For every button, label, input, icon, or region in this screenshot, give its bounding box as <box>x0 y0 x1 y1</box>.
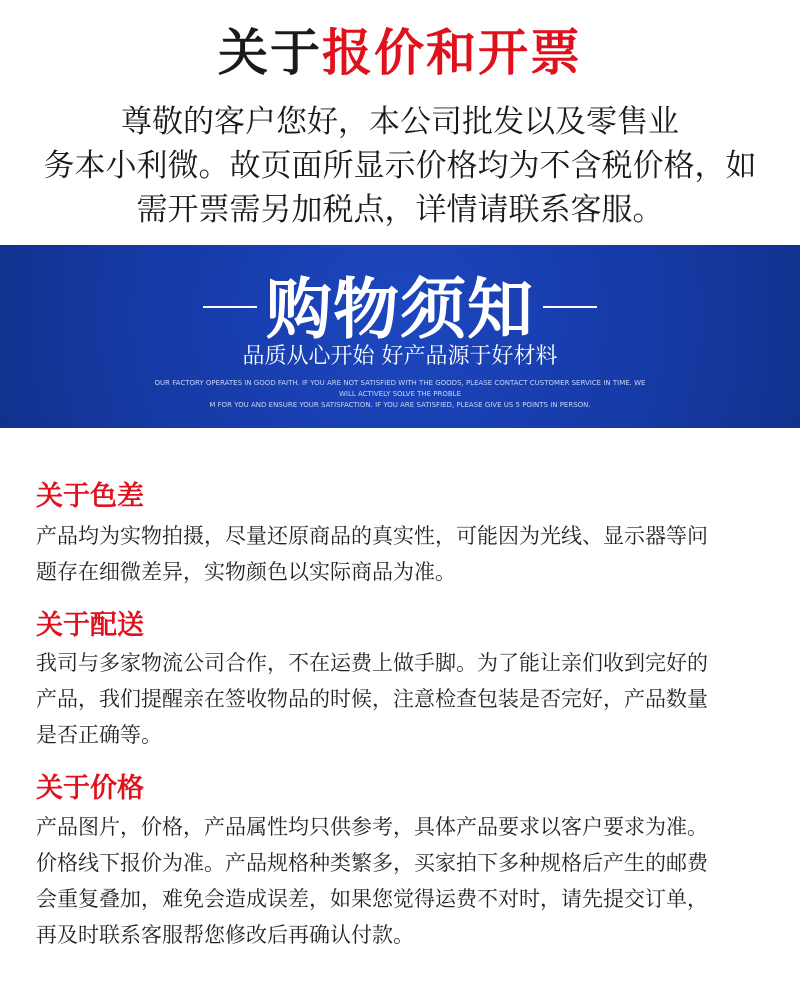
banner-fine-print <box>150 378 650 411</box>
intro-line: 务本小利微。故页面所显示价格均为不含税价格，如 <box>43 148 757 184</box>
section-line: 产品均为实物拍摄，尽量还原商品的真实性，可能因为光线、显示器等问 <box>36 524 708 548</box>
section-line: 会重复叠加，难免会造成误差，如果您觉得运费不对时，请先提交订单， <box>36 887 708 911</box>
banner-fine-print-line: M FOR YOU AND ENSURE YOUR SATISFACTION. IF YOU ARE SATISFIED, PLEASE GIVE US 5 POINTS IN PERSON. <box>209 401 591 409</box>
intro-line: 需开票需另加税点，详情请联系客服。 <box>136 192 664 228</box>
banner-title: 购物须知 <box>266 271 534 348</box>
intro-paragraph <box>40 100 760 232</box>
section-line: 再及时联系客服帮您修改后再确认付款。 <box>36 923 414 947</box>
section-line: 产品，我们提醒亲在签收物品的时候，注意检查包装是否完好，产品数量 <box>36 687 708 711</box>
section-line: 题存在细微差异，实物颜色以实际商品为准。 <box>36 560 456 584</box>
section-body-color-difference <box>36 518 766 590</box>
page-title-prefix: 关于 <box>218 24 322 82</box>
section-body-pricing <box>36 809 766 953</box>
section-line: 是否正确等。 <box>36 723 162 747</box>
banner-fine-print-line: OUR FACTORY OPERATES IN GOOD FAITH. IF YOU ARE NOT SATISFIED WITH THE GOODS, PLEASE CONTACT CUSTOMER SERVICE IN TIME. WE WILL ACTIVELY SOLVE THE PROBLE <box>154 379 646 398</box>
shopping-notice-banner <box>0 245 800 428</box>
section-heading-color-difference: 关于色差 <box>36 481 144 512</box>
section-heading-pricing: 关于价格 <box>36 773 144 804</box>
page-title <box>0 22 800 84</box>
section-line: 我司与多家物流公司合作，不在运费上做手脚。为了能让亲们收到完好的 <box>36 651 708 675</box>
section-body-delivery <box>36 645 766 753</box>
section-line: 产品图片，价格，产品属性均只供参考，具体产品要求以客户要求为准。 <box>36 815 708 839</box>
page-title-highlight: 报价和开票 <box>322 24 582 82</box>
intro-line: 尊敬的客户您好，本公司批发以及零售业 <box>121 104 679 140</box>
section-heading-delivery: 关于配送 <box>36 610 144 641</box>
section-line: 价格线下报价为准。产品规格种类繁多，买家拍下多种规格后产生的邮费 <box>36 851 708 875</box>
banner-slogan: 品质从心开始 好产品源于好材料 <box>242 344 558 369</box>
